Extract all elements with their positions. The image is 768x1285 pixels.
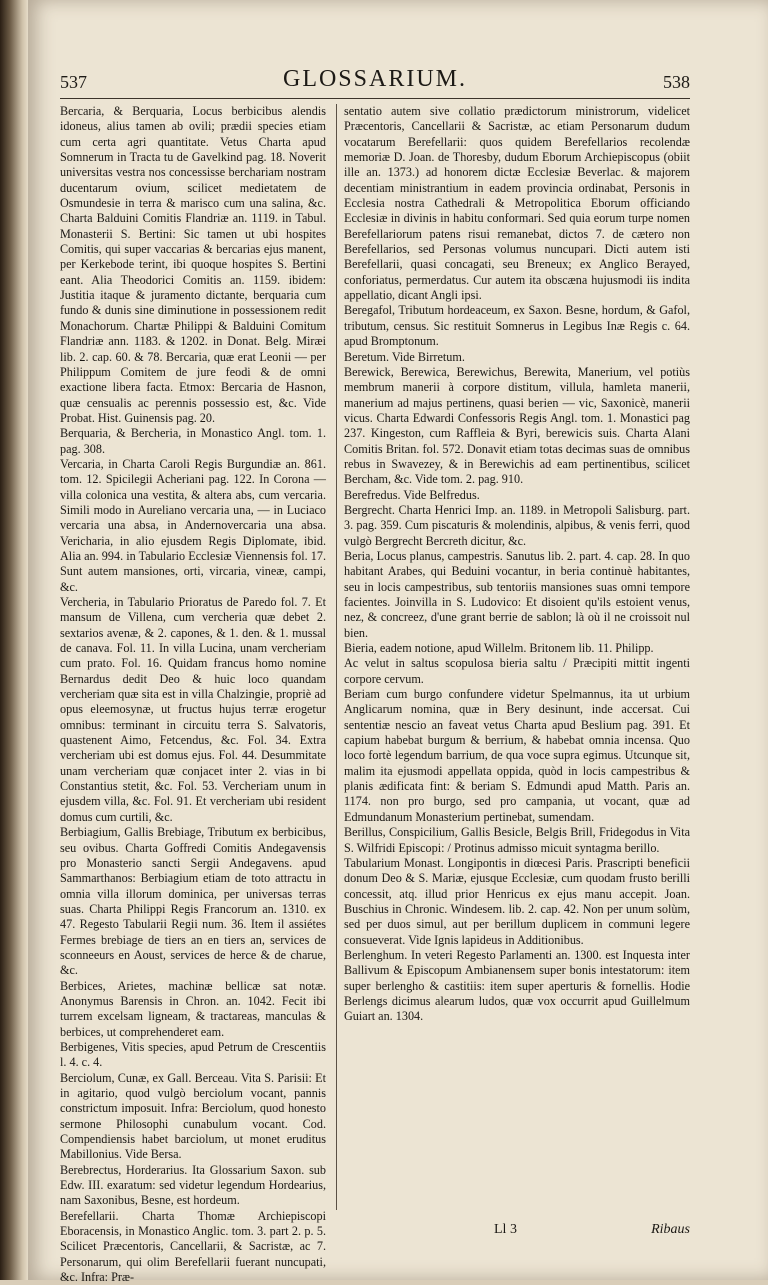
entry-beretum: Beretum. Vide Birretum. (344, 349, 465, 364)
entry-berebrectus: Berebrectus, Horderarius. Ita Glossarium Saxon. sub Edw. III. exaratum: sed videtur legendum Hordearius, nam Saxonibus, Besne, est hordeum. (60, 1162, 326, 1208)
entry-berefellarii: Berefellarii. Charta Thomæ Archiepiscopi Eboracensis, in Monastico Anglic. tom. 3. part 2. p. 5. Scilicet Præcentoris, Cancellarii, & Sacristæ, ac 7. Personarum, qui olim Berefellarii fuerant nuncupati, &c. Infra: Præ- (60, 1208, 326, 1285)
page-title: GLOSSARIUM. (282, 66, 468, 92)
column-divider (336, 104, 337, 1210)
entry-berbigenes: Berbigenes, Vitis species, apud Petrum de Crescentiis l. 4. c. 4. (60, 1039, 326, 1070)
entry-berbices: Berbices, Arietes, machinæ bellicæ sat notæ. Anonymus Barensis in Chron. an. 1042. Fecit ibi turrem excelsam ligneam, & tractareas, manculas & berbices, ut comprehenderet eam. (60, 978, 326, 1039)
right-page-number: 538 (663, 72, 690, 92)
entry-berbiagium: Berbiagium, Gallis Brebiage, Tributum ex berbicibus, seu ovibus. Charta Goffredi Comitis Andegavensis pro Monasterio sancti Sergii Andegavens. apud Sammarthanos: Berbiagium etiam de toto attractu in omnia villa illorum dominica, per universas terras suas. Charta Philippi Regis Francorum an. 1310. ex 47. Regesto Tabularii Regii num. 36. Item il assiétes Fermes brebiage de tiers an en tiers an, services de sconneeurs en Aoust, services de herce & de charue, &c. (60, 825, 326, 978)
entry-berlenghum: Berlenghum. In veteri Regesto Parlamenti an. 1300. est Inquesta inter Ballivum & Episcopum Ambianensem super bonis intestatorum: item super berlengho & castitiis: item super aperturis & fornellis. Hodie Berlengs dicimus alearum ludos, quæ vox occurrit apud Guillelmum Guiart an. 1304. (344, 947, 690, 1024)
entry-berewick: Berewick, Berewica, Berewichus, Berewita, Manerium, vel potiùs membrum manerii à corpore distitum, villula, hamleta manerii, manerium ad majus pertinens, quasi berien — vic, Saxonicè, manerii vicus. Charta Edwardi Confessoris Regis Angl. tom. 1. Monastici pag 237. Kingeston, cum Raffleia & Byri, berewicis suis. Charta Alani Comitis Britan. fol. 572. Donavit etiam totas decimas suas de omnibus rebus in Swavezey, & in Berewichis ad eam pertinentibus, scilicet Bercham, &c. Vide tom. 2. pag. 910. (344, 364, 690, 487)
entry-berquaria: Berquaria, & Bercheria, in Monastico Angl. tom. 1. pag. 308. (60, 426, 326, 456)
page-footer (344, 1222, 690, 1242)
entry-beriam: Beriam cum burgo confundere videtur Spelmannus, ita ut urbium Anglicarum nomina, quæ in Bery desinunt, inde accersat. Cui sententiæ nescio an faveat vetus Charta apud Beslium pag. 391. Et capium habebat burgum & berrium, & habebat omnia incensa. Quo loco fortè legendum barrium, de qua voce supra egimus. Utcunque sit, malim ita ejusmodi appellata oppida, quòd in locis campestribus & planis ædificata fint: & beriam S. Edmundi apud Matth. Paris an. 1174. non pro burgo, sed pro campania, ut vocant, quæ ad Edmundanum Monasterium pertinebat, sumendam. (344, 687, 690, 824)
page-header (60, 66, 690, 100)
signature-mark: Ll 3 (494, 1222, 517, 1237)
entry-vercheria: Vercheria, in Tabulario Prioratus de Paredo fol. 7. Et mansum de Villena, cum vercheria quæ debet 2. sextarios avenæ, & 2. capones, & 1. den. & 1. mussal de canava. Fol. 11. In villa Lucina, unam vercheriam cum prato. Fol. 16. Quidam francus homo nomine Bernardus dedit Deo & huic loco quandam vercheriam quæ sita est in villa Chalzingie, propriè ad opus eleemosynæ, ut fructus hujus terræ erogetur omnibus: terminant in circuitu terra S. Salvatoris, quastenent Aimo, Fetcendus, &c. Fol. 34. Extra vercheriam ubi est domus ejus. Fol. 44. Desummitate unam vercheriam quæ conjacet inter 2. vias in bi Constantius stetit, &c. Fol. 53. Vercheriam unum in ejusdem villa, &c. Fol. 91. Et vercheriam ubi resident domus cum curtili, &c. (60, 595, 326, 824)
entry-beregafol: Beregafol, Tributum hordeaceum, ex Saxon. Besne, hordum, & Gafol, tributum, census. Sic restituit Somnerus in Legibus Inæ Regis c. 64. apud Bromptonum. (344, 303, 690, 349)
entry-berciolum: Berciolum, Cunæ, ex Gall. Berceau. Vita S. Parisii: Et in agitario, quod vulgò berciolum vocant, pannis constrictum imposuit. Infra: Berciolum, quod honesto sermone Philosophi cunabulum vocant. Cod. Compendiensis habet barciolum, ut monet eruditus Mabillonius. Vide Bersa. (60, 1070, 326, 1162)
entry-bergrecht: Bergrecht. Charta Henrici Imp. an. 1189. in Metropoli Salisburg. part. 3. pag. 359. Cum piscaturis & molendinis, alpibus, & venis ferri, quod vulgò Bergrecht Bercreth dicitur, &c. (344, 502, 690, 548)
entry-beria: Beria, Locus planus, campestris. Sanutus lib. 2. part. 4. cap. 28. In quo habitant Arabes, qui Beduini vocantur, in beria continuè habitantes, seu in locis campestribus, sub tentoriis mansiones suas omni tempore facientes. Joinvilla in S. Ludovico: Et disoient qu'ils estoient venus, nez, & concreez, d'une grant berrie de sablon; là où il ne croissoit nul bien. (344, 548, 690, 640)
left-page-number: 537 (60, 72, 87, 92)
left-column (60, 104, 326, 1285)
verse-quote: Ac velut in saltus scopulosa bieria saltu / Præcipiti mittit ingenti corpore cervum. (344, 656, 690, 686)
entry-berillus: Berillus, Conspicilium, Gallis Besicle, Belgis Brill, Fridegodus in Vita S. Wilfridi Episcopi: / Protinus admisso micuit syntagma berillo. (344, 825, 690, 855)
entry-tabularium: Tabularium Monast. Longipontis in diœcesi Paris. Prascripti beneficii donum Deo & S. Mariæ, ejusque Ecclesiæ, cum quodam frusto berilli concessit, atq. illud prior Henricus ex ejus manu accepit. Joan. Buschius in Chronic. Windesem. lib. 2. cap. 42. Non per unum solùm, sed per duos simul, aut per berillum duplicem in communi legere consueverat. Vide Ignis lapideus in Additionibus. (344, 855, 690, 947)
book-binding (0, 0, 28, 1280)
entry-berefredus: Berefredus. Vide Belfredus. (344, 487, 480, 502)
entry-vercaria: Vercaria, in Charta Caroli Regis Burgundiæ an. 861. tom. 12. Spicilegii Acheriani pag. 122. In Corona — villa colonica una vestita, & altera abs, cum vercaria. Simili modo in Aureliano vercaria una, — in Luciaco vercaria una absa, in Andernovercaria una absa. Vericharia, in alio ejusdem Regis Diplomate, ibid. Alia an. 994. in Tabulario Ecclesiæ Viennensis fol. 17. Sunt autem mansiones, orti, vircaria, vineæ, campi, &c. (60, 456, 326, 594)
catchword: Ribaus (651, 1222, 690, 1237)
entry-bieria: Bieria, eadem notione, apud Willelm. Britonem lib. 11. Philipp. (344, 641, 654, 656)
right-column (344, 104, 690, 1210)
entry-bercaria: Bercaria, & Berquaria, Locus berbicibus alendis idoneus, alius tamen ab ovili; prædii species etiam cum certa agri quantitate. Vetus Charta apud Somnerum in Tracta tu de Gavelkind pag. 18. Noverit universitas vestra nos concessisse berchariam nostram ducentarum ovium, scilicet medietatem de Osmundesie in terra & marisco cum una salina, &c. Charta Balduini Comitis Flandriæ an. 1119. in Tabul. Monasterii S. Bertini: Sic tamen ut ubi hospites Comitis, qui super vaccarias & bercarias ejus manent, per Kerkebode terint, ibi quoque hospites S. Bertini eant. Alia Theodorici Comitis an. 1159. ibidem: Justitia itaque & juramento dictante, berquaria cum fundo & dunis sine diminutione in possessionem redit Monachorum. Chartæ Philippi & Balduini Comitum Flandriæ ann. 1183. & 1202. in Donat. Belg. Miræi lib. 2. cap. 60. & 78. Bercaria, quæ erat Leonii — per Philippum Comitem de jure feodi & de omni exactione libera facta. Etmox: Bercaria de Hasnon, quæ censualis ac perennis possessio est, &c. Vide Probat. Hist. Guinensis pag. 20. (60, 104, 326, 425)
header-rule (60, 98, 690, 99)
entry-berefellarii-cont: sentatio autem sive collatio prædictorum ministrorum, videlicet Præcentoris, Cancellarii & Sacristæ, ac etiam Personarum dudum vocatarum Berefellarii: quos quidem Berefellarios recolendæ memoriæ D. Joan. de Thoresby, dudum Eborum Archiepiscopus (obiit ille an. 1373.) ad honorem dictæ Ecclesiæ Beverlac. & majorem decentiam ministrantium in eadem provincia ordinabat, Personis in Ecclesia nostra Cathedrali & Metropolitica Eborum officiando Ecclesiæ in divinis in habitu conformari. Sed quia eorum turpe nomen Berefellariorum patens risui remanebat, dictos 7. de cætero non Berefellarios, sed Personas volumus nuncupari. Dicti autem isti Berefellarii, quasi concagati, seu Breneux; ex Anglico Berayed, conforiatus, permerdatus. Cur autem ita obscæna hujusmodi iis indita appellatio, dicant Angli ipsi. (344, 104, 690, 303)
